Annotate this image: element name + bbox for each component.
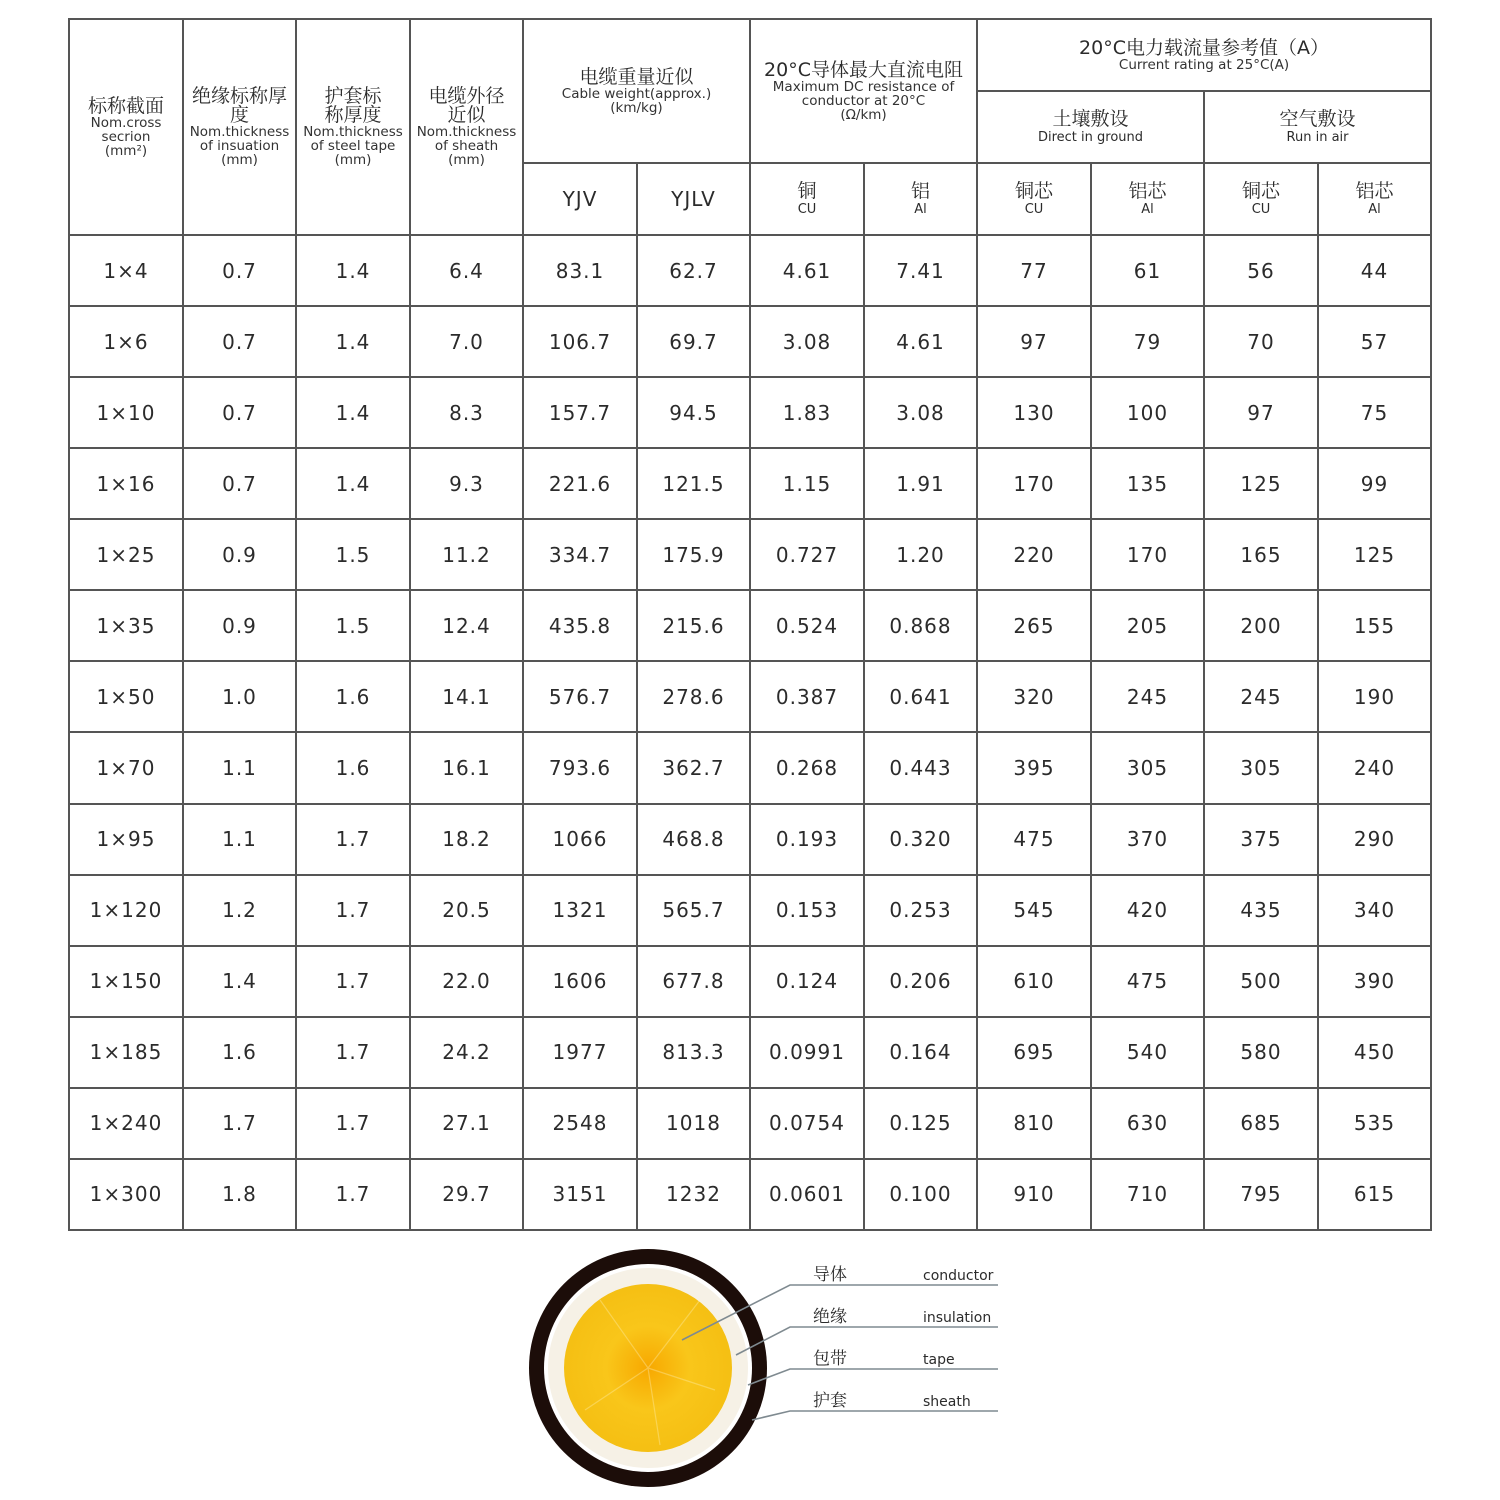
table-row [69, 804, 1431, 875]
cell-resistance-cu: 4.61 [750, 235, 864, 306]
cell-weight-yjv: 793.6 [523, 732, 637, 803]
label-conductor-zh: 导体 [813, 1265, 847, 1285]
cell-section: 1×10 [69, 377, 183, 448]
label-sheath-en: sheath [923, 1394, 971, 1410]
table-row [69, 1017, 1431, 1088]
cell-ground-al: 135 [1091, 448, 1204, 519]
table-row [69, 732, 1431, 803]
cell-ground-cu: 395 [977, 732, 1091, 803]
cell-weight-yjlv: 677.8 [637, 946, 750, 1017]
header-air-cu: 铜芯 CU [1204, 163, 1318, 235]
cell-section: 1×25 [69, 519, 183, 590]
cell-resistance-cu: 0.193 [750, 804, 864, 875]
cell-ground-cu: 170 [977, 448, 1091, 519]
cell-ground-al: 540 [1091, 1017, 1204, 1088]
cell-resistance-cu: 1.15 [750, 448, 864, 519]
cell-weight-yjv: 1066 [523, 804, 637, 875]
cell-resistance-al: 0.164 [864, 1017, 977, 1088]
cell-air-al: 290 [1318, 804, 1431, 875]
table-body [69, 235, 1431, 1230]
cell-air-al: 340 [1318, 875, 1431, 946]
cell-resistance-al: 1.91 [864, 448, 977, 519]
cell-weight-yjlv: 278.6 [637, 661, 750, 732]
cell-air-cu: 375 [1204, 804, 1318, 875]
cell-air-al: 615 [1318, 1159, 1431, 1230]
cell-air-al: 450 [1318, 1017, 1431, 1088]
cell-air-al: 44 [1318, 235, 1431, 306]
cell-steel-tape: 1.7 [296, 875, 410, 946]
label-tape-en: tape [923, 1352, 955, 1368]
cell-weight-yjv: 1606 [523, 946, 637, 1017]
cell-ground-cu: 545 [977, 875, 1091, 946]
cell-air-cu: 245 [1204, 661, 1318, 732]
cell-resistance-cu: 0.524 [750, 590, 864, 661]
cell-steel-tape: 1.7 [296, 1088, 410, 1159]
cell-air-al: 535 [1318, 1088, 1431, 1159]
table-row [69, 946, 1431, 1017]
cell-air-al: 390 [1318, 946, 1431, 1017]
cell-insulation: 0.7 [183, 377, 296, 448]
table-row [69, 519, 1431, 590]
cell-ground-al: 205 [1091, 590, 1204, 661]
cell-weight-yjv: 1977 [523, 1017, 637, 1088]
cell-air-al: 155 [1318, 590, 1431, 661]
cell-ground-cu: 130 [977, 377, 1091, 448]
cell-insulation: 0.9 [183, 590, 296, 661]
cell-ground-al: 420 [1091, 875, 1204, 946]
cell-steel-tape: 1.4 [296, 235, 410, 306]
cell-air-al: 75 [1318, 377, 1431, 448]
leader-tape [748, 1369, 998, 1385]
cell-ground-cu: 910 [977, 1159, 1091, 1230]
cell-ground-al: 79 [1091, 306, 1204, 377]
cell-air-cu: 685 [1204, 1088, 1318, 1159]
cell-steel-tape: 1.6 [296, 732, 410, 803]
cell-resistance-cu: 0.268 [750, 732, 864, 803]
cell-section: 1×70 [69, 732, 183, 803]
cell-air-cu: 435 [1204, 875, 1318, 946]
header-resistance-cu: 铜 CU [750, 163, 864, 235]
header-nominal-section: 标称截面 Nom.cross secrion (mm²) [69, 19, 183, 235]
cell-resistance-al: 0.868 [864, 590, 977, 661]
cell-weight-yjlv: 565.7 [637, 875, 750, 946]
cell-weight-yjlv: 94.5 [637, 377, 750, 448]
cell-outer-diameter: 12.4 [410, 590, 523, 661]
cell-resistance-al: 0.320 [864, 804, 977, 875]
cell-weight-yjv: 334.7 [523, 519, 637, 590]
cell-air-cu: 305 [1204, 732, 1318, 803]
cell-resistance-al: 0.641 [864, 661, 977, 732]
cell-weight-yjv: 2548 [523, 1088, 637, 1159]
cell-resistance-al: 0.125 [864, 1088, 977, 1159]
cell-section: 1×50 [69, 661, 183, 732]
header-current-rating: 20°C电力载流量参考值（A） Current rating at 25°C(A) [977, 19, 1431, 91]
cell-air-cu: 795 [1204, 1159, 1318, 1230]
cell-air-al: 125 [1318, 519, 1431, 590]
cell-insulation: 1.1 [183, 732, 296, 803]
cell-resistance-al: 1.20 [864, 519, 977, 590]
label-sheath-zh: 护套 [813, 1391, 847, 1411]
cell-weight-yjlv: 121.5 [637, 448, 750, 519]
header-insulation-thickness: 绝缘标称厚 度 Nom.thickness of insuation (mm) [183, 19, 296, 235]
header-outer-diameter: 电缆外径 近似 Nom.thickness of sheath (mm) [410, 19, 523, 235]
cell-air-cu: 500 [1204, 946, 1318, 1017]
cell-resistance-cu: 0.124 [750, 946, 864, 1017]
cell-ground-al: 475 [1091, 946, 1204, 1017]
header-yjlv: YJLV [637, 163, 750, 235]
header-dc-resistance: 20°C导体最大直流电阻 Maximum DC resistance of conductor at 20°C (Ω/km) [750, 19, 977, 163]
cell-steel-tape: 1.5 [296, 590, 410, 661]
table-row [69, 448, 1431, 519]
cell-resistance-cu: 0.727 [750, 519, 864, 590]
label-insulation-en: insulation [923, 1310, 992, 1326]
cell-ground-al: 170 [1091, 519, 1204, 590]
cell-resistance-al: 0.253 [864, 875, 977, 946]
cell-weight-yjlv: 362.7 [637, 732, 750, 803]
cell-resistance-cu: 0.153 [750, 875, 864, 946]
cable-spec-table [68, 18, 1432, 1231]
cell-section: 1×240 [69, 1088, 183, 1159]
cell-insulation: 0.7 [183, 235, 296, 306]
cell-ground-cu: 475 [977, 804, 1091, 875]
cell-outer-diameter: 6.4 [410, 235, 523, 306]
cell-resistance-al: 4.61 [864, 306, 977, 377]
cell-resistance-cu: 0.0991 [750, 1017, 864, 1088]
cell-insulation: 0.7 [183, 448, 296, 519]
cell-resistance-cu: 3.08 [750, 306, 864, 377]
cell-section: 1×6 [69, 306, 183, 377]
cell-air-cu: 97 [1204, 377, 1318, 448]
cell-resistance-cu: 1.83 [750, 377, 864, 448]
cell-weight-yjlv: 813.3 [637, 1017, 750, 1088]
leader-insulation [736, 1327, 998, 1355]
cell-section: 1×95 [69, 804, 183, 875]
cell-ground-al: 305 [1091, 732, 1204, 803]
cell-air-cu: 200 [1204, 590, 1318, 661]
cell-ground-al: 710 [1091, 1159, 1204, 1230]
header-air-al: 铝芯 Al [1318, 163, 1431, 235]
cell-outer-diameter: 20.5 [410, 875, 523, 946]
cell-weight-yjlv: 468.8 [637, 804, 750, 875]
cell-ground-al: 100 [1091, 377, 1204, 448]
header-run-in-air: 空气敷设 Run in air [1204, 91, 1431, 163]
header-cable-weight: 电缆重量近似 Cable weight(approx.) (km/kg) [523, 19, 750, 163]
cell-ground-cu: 220 [977, 519, 1091, 590]
cell-weight-yjv: 157.7 [523, 377, 637, 448]
cell-outer-diameter: 9.3 [410, 448, 523, 519]
cell-weight-yjlv: 62.7 [637, 235, 750, 306]
cell-air-al: 240 [1318, 732, 1431, 803]
cell-steel-tape: 1.4 [296, 306, 410, 377]
cell-outer-diameter: 11.2 [410, 519, 523, 590]
cell-resistance-al: 0.100 [864, 1159, 977, 1230]
cell-section: 1×300 [69, 1159, 183, 1230]
cell-weight-yjlv: 1232 [637, 1159, 750, 1230]
cell-air-cu: 70 [1204, 306, 1318, 377]
cell-resistance-al: 3.08 [864, 377, 977, 448]
cell-steel-tape: 1.4 [296, 377, 410, 448]
cell-ground-al: 61 [1091, 235, 1204, 306]
cell-air-al: 57 [1318, 306, 1431, 377]
leader-sheath [752, 1411, 998, 1420]
cell-section: 1×16 [69, 448, 183, 519]
cell-insulation: 1.8 [183, 1159, 296, 1230]
cell-weight-yjlv: 175.9 [637, 519, 750, 590]
cell-insulation: 0.9 [183, 519, 296, 590]
cell-outer-diameter: 22.0 [410, 946, 523, 1017]
cell-insulation: 1.6 [183, 1017, 296, 1088]
cell-ground-al: 370 [1091, 804, 1204, 875]
cell-resistance-cu: 0.387 [750, 661, 864, 732]
cell-weight-yjlv: 215.6 [637, 590, 750, 661]
cell-section: 1×120 [69, 875, 183, 946]
cell-outer-diameter: 8.3 [410, 377, 523, 448]
table-row [69, 1159, 1431, 1230]
cell-ground-cu: 265 [977, 590, 1091, 661]
cell-outer-diameter: 24.2 [410, 1017, 523, 1088]
cell-outer-diameter: 18.2 [410, 804, 523, 875]
cell-ground-cu: 610 [977, 946, 1091, 1017]
cell-ground-al: 245 [1091, 661, 1204, 732]
cell-air-al: 190 [1318, 661, 1431, 732]
cell-air-cu: 165 [1204, 519, 1318, 590]
table-row [69, 235, 1431, 306]
cell-weight-yjv: 435.8 [523, 590, 637, 661]
header-steel-tape-thickness: 护套标 称厚度 Nom.thickness of steel tape (mm) [296, 19, 410, 235]
cell-insulation: 1.4 [183, 946, 296, 1017]
cell-steel-tape: 1.5 [296, 519, 410, 590]
cell-ground-cu: 97 [977, 306, 1091, 377]
cell-air-cu: 580 [1204, 1017, 1318, 1088]
label-tape-zh: 包带 [813, 1349, 847, 1369]
cell-insulation: 1.1 [183, 804, 296, 875]
cell-section: 1×4 [69, 235, 183, 306]
cell-insulation: 0.7 [183, 306, 296, 377]
cell-weight-yjv: 576.7 [523, 661, 637, 732]
label-insulation-zh: 绝缘 [813, 1307, 847, 1327]
cell-ground-cu: 695 [977, 1017, 1091, 1088]
cell-section: 1×150 [69, 946, 183, 1017]
cell-weight-yjv: 3151 [523, 1159, 637, 1230]
cell-weight-yjv: 106.7 [523, 306, 637, 377]
cell-weight-yjlv: 1018 [637, 1088, 750, 1159]
cell-section: 1×185 [69, 1017, 183, 1088]
cell-steel-tape: 1.6 [296, 661, 410, 732]
table-row [69, 661, 1431, 732]
cell-outer-diameter: 14.1 [410, 661, 523, 732]
cell-steel-tape: 1.4 [296, 448, 410, 519]
cell-insulation: 1.2 [183, 875, 296, 946]
cell-insulation: 1.7 [183, 1088, 296, 1159]
cell-ground-cu: 320 [977, 661, 1091, 732]
cell-resistance-cu: 0.0754 [750, 1088, 864, 1159]
cell-steel-tape: 1.7 [296, 1159, 410, 1230]
cell-resistance-al: 0.443 [864, 732, 977, 803]
cell-steel-tape: 1.7 [296, 804, 410, 875]
header-ground-cu: 铜芯 CU [977, 163, 1091, 235]
cell-insulation: 1.0 [183, 661, 296, 732]
header-resistance-al: 铝 Al [864, 163, 977, 235]
cell-ground-cu: 810 [977, 1088, 1091, 1159]
cell-outer-diameter: 27.1 [410, 1088, 523, 1159]
cell-outer-diameter: 7.0 [410, 306, 523, 377]
header-yjv: YJV [523, 163, 637, 235]
cell-ground-al: 630 [1091, 1088, 1204, 1159]
cell-steel-tape: 1.7 [296, 1017, 410, 1088]
cell-weight-yjv: 1321 [523, 875, 637, 946]
label-conductor-en: conductor [923, 1268, 994, 1284]
table-row [69, 590, 1431, 661]
cable-cross-section-diagram [0, 1240, 1500, 1500]
header-ground-al: 铝芯 Al [1091, 163, 1204, 235]
cell-outer-diameter: 29.7 [410, 1159, 523, 1230]
cell-weight-yjlv: 69.7 [637, 306, 750, 377]
cell-steel-tape: 1.7 [296, 946, 410, 1017]
cell-weight-yjv: 83.1 [523, 235, 637, 306]
cell-resistance-al: 7.41 [864, 235, 977, 306]
table-row [69, 306, 1431, 377]
cell-resistance-al: 0.206 [864, 946, 977, 1017]
cell-air-al: 99 [1318, 448, 1431, 519]
table-row [69, 377, 1431, 448]
cell-air-cu: 56 [1204, 235, 1318, 306]
header-direct-in-ground: 土壤敷设 Direct in ground [977, 91, 1204, 163]
cell-outer-diameter: 16.1 [410, 732, 523, 803]
table-row [69, 1088, 1431, 1159]
cell-resistance-cu: 0.0601 [750, 1159, 864, 1230]
table-row [69, 875, 1431, 946]
cell-ground-cu: 77 [977, 235, 1091, 306]
cell-air-cu: 125 [1204, 448, 1318, 519]
cell-section: 1×35 [69, 590, 183, 661]
cell-weight-yjv: 221.6 [523, 448, 637, 519]
